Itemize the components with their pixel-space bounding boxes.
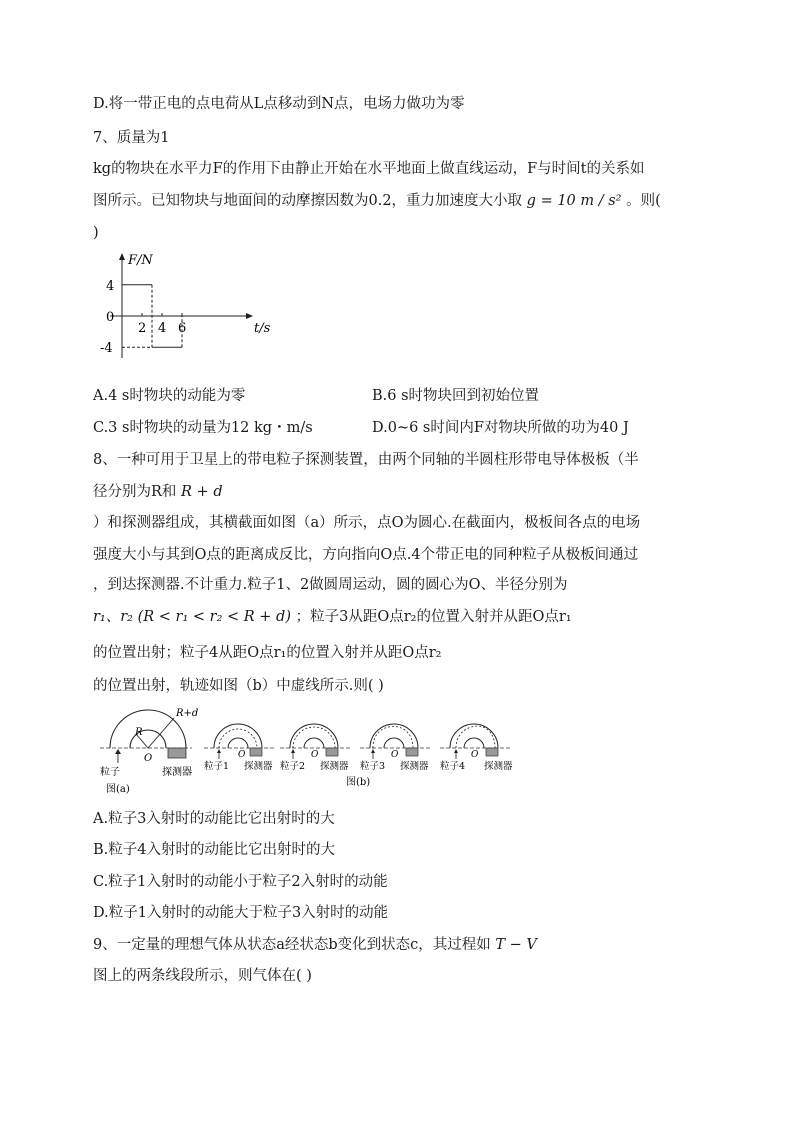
y-tick-label: 0: [106, 310, 115, 325]
q8-stem-line-4: 强度大小与其到O点的距离成反比，方向指向O点.4个带正电的同种粒子从极板间通过: [93, 547, 639, 563]
q8-radii-formula: r₁、r₂ (R < r₁ < r₂ < R + d): [93, 609, 291, 625]
q7-stem-line-1: 7、质量为1: [93, 130, 170, 146]
q8-stem-line-5: ，到达探测器.不计重力.粒子1、2做圆周运动，圆的圆心为O、半径分别为: [93, 577, 568, 593]
figure-b-panel-3: [360, 724, 430, 772]
x-axis-label: t/s: [254, 321, 271, 336]
q7-option-d: D.0~6 s时间内F对物块所做的功为40 J: [372, 420, 629, 436]
label-o: O: [144, 753, 153, 764]
label-detector-b2: 探测器: [320, 761, 349, 772]
q7-stem-line-3-end: 。则(: [626, 193, 661, 209]
q8-stem-line-7: 的位置出射；粒子4从距O点r₁的位置入射并从距O点r₂: [93, 645, 442, 661]
label-detector-b3: 探测器: [400, 761, 429, 772]
q8-stem-line-2-text: 径分别为R和: [93, 484, 177, 500]
q8-option-c: C.粒子1入射时的动能小于粒子2入射时的动能: [93, 874, 388, 890]
q9-stem-line-2: 图上的两条线段所示，则气体在( ): [93, 968, 312, 984]
q8-option-d: D.粒子1入射时的动能大于粒子3入射时的动能: [93, 905, 389, 921]
label-detector-b1: 探测器: [244, 761, 273, 772]
q8-stem-line-2: [93, 482, 223, 502]
x-tick-label: 4: [158, 321, 167, 336]
q9-stem-line-1-text: 9、一定量的理想气体从状态a经状态b变化到状态c，其过程如: [93, 937, 491, 953]
svg-text:O: O: [391, 750, 399, 760]
detector-box-a: [168, 748, 186, 758]
q8-stem-line-8: 的位置出射，轨迹如图（b）中虚线所示.则( ): [93, 678, 384, 694]
q7-stem-line-2: kg的物块在水平力F的作用下由静止开始在水平地面上做直线运动，F与时间t的关系如: [93, 161, 645, 177]
label-r-plus-d: R+d: [176, 708, 199, 719]
label-particle-3: 粒子3: [360, 761, 386, 772]
caption-b: 图(b): [346, 777, 371, 788]
q8-detector-figure: [96, 703, 536, 801]
q7-stem-line-3: [93, 191, 661, 211]
label-detector-a: 探测器: [162, 767, 192, 778]
q8-stem-line-1: 8、一种可用于卫星上的带电粒子探测装置，由两个同轴的半圆柱形带电导体极板（半: [93, 452, 639, 468]
label-particle: 粒子: [100, 767, 120, 778]
label-particle-4: 粒子4: [440, 761, 466, 772]
figure-b-panel-4: [440, 724, 513, 772]
q8-stem-line-6-text: ；粒子3从距O点r₂的位置入射并从距O点r₁: [295, 609, 572, 625]
q7-gravity-formula: g = 10 m / s²: [526, 193, 622, 209]
y-axis-label: F/N: [128, 253, 153, 268]
svg-text:O: O: [311, 750, 319, 760]
caption-a: 图(a): [106, 784, 130, 795]
q7-stem-line-4: ): [93, 225, 99, 241]
label-detector-b4: 探测器: [484, 761, 513, 772]
x-tick-label: 6: [178, 321, 187, 336]
q8-radius-formula: R + d: [181, 484, 223, 500]
q7-option-b: B.6 s时物块回到初始位置: [372, 388, 540, 404]
q9-stem-line-1: [93, 935, 537, 955]
x-axis-arrow: [246, 313, 253, 319]
q8-stem-line-6: [93, 607, 572, 627]
x-tick-label: 2: [138, 321, 147, 336]
q7-option-c: C.3 s时物块的动量为12 kg・m/s: [93, 420, 313, 436]
figure-b-panel-1: [204, 724, 274, 772]
q7-option-a: A.4 s时物块的动能为零: [93, 388, 246, 404]
q8-option-a: A.粒子3入射时的动能比它出射时的大: [93, 811, 335, 827]
q7-force-time-chart: [100, 250, 290, 365]
figure-a: [100, 708, 198, 795]
y-tick-label: -4: [100, 341, 113, 357]
q6-option-d: D.将一带正电的点电荷从L点移动到N点，电场力做功为零: [93, 96, 465, 112]
svg-text:O: O: [238, 750, 246, 760]
q8-stem-line-3: ）和探测器组成，其横截面如图（a）所示，点O为圆心.在截面内，极板间各点的电场: [93, 515, 641, 531]
q9-tv-formula: T − V: [495, 937, 537, 953]
q8-option-b: B.粒子4入射时的动能比它出射时的大: [93, 842, 335, 858]
figure-b-panel-2: [280, 724, 350, 772]
svg-text:O: O: [471, 750, 479, 760]
y-axis-arrow: [119, 253, 125, 260]
label-particle-1: 粒子1: [204, 761, 230, 772]
y-tick-label: 4: [106, 278, 115, 294]
label-particle-2: 粒子2: [280, 761, 306, 772]
label-r: R: [135, 727, 143, 738]
q7-stem-line-3-text: 图所示。已知物块与地面间的动摩擦因数为0.2，重力加速度大小取: [93, 193, 523, 209]
